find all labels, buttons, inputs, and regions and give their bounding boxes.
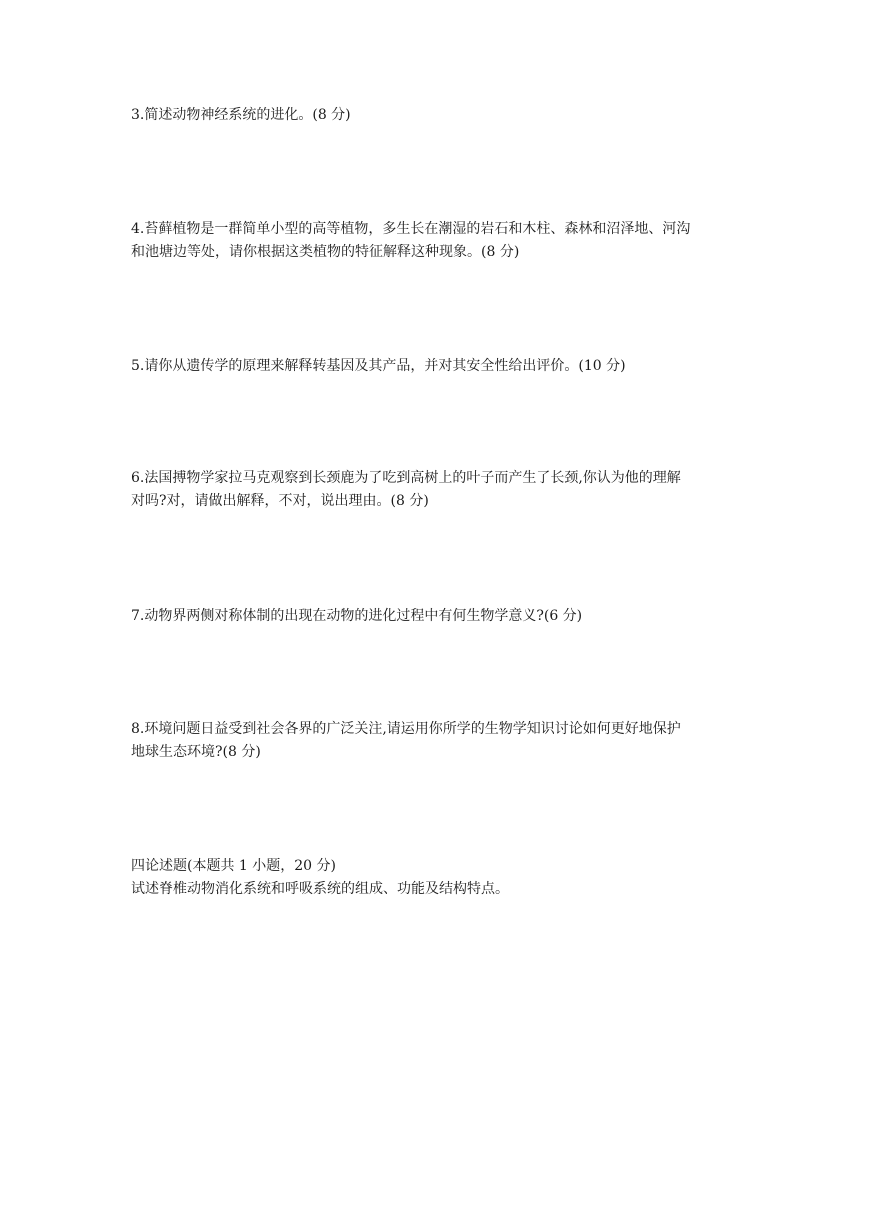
question-4	[131, 218, 746, 264]
question-8-line-2: 地球生态环境?(8 分)	[131, 744, 261, 760]
question-8	[131, 718, 746, 764]
question-6-line-1: 6.法国搏物学家拉马克观察到长颈鹿为了吃到高树上的叶子而产生了长颈,你认为他的理解	[131, 470, 681, 486]
question-3-line-1: 3.简述动物神经系统的进化。(8 分)	[131, 107, 351, 123]
question-4-line-1: 4.苔藓植物是一群简单小型的高等植物，多生长在潮湿的岩石和木柱、森林和沼泽地、河沟	[131, 221, 691, 237]
question-5	[131, 355, 746, 378]
question-3	[131, 104, 746, 127]
question-8-line-1: 8.环境问题日益受到社会各界的广泛关注,请运用你所学的生物学知识讨论如何更好地保护	[131, 721, 681, 737]
question-6	[131, 467, 746, 513]
question-6-line-2: 对吗?对，请做出解释，不对，说出理由。(8 分)	[131, 493, 429, 509]
section-4-essay	[131, 855, 746, 901]
question-7-line-1: 7.动物界两侧对称体制的出现在动物的进化过程中有何生物学意义?(6 分)	[131, 608, 583, 624]
question-4-line-2: 和池塘边等处，请你根据这类植物的特征解释这种现象。(8 分)	[131, 244, 520, 260]
question-7	[131, 605, 746, 628]
section-4-prompt: 试述脊椎动物消化系统和呼吸系统的组成、功能及结构特点。	[131, 881, 509, 897]
section-4-heading: 四论述题(本题共 1 小题，20 分)	[131, 858, 336, 874]
question-5-line-1: 5.请你从遗传学的原理来解释转基因及其产品，并对其安全性给出评价。(10 分)	[131, 358, 626, 374]
